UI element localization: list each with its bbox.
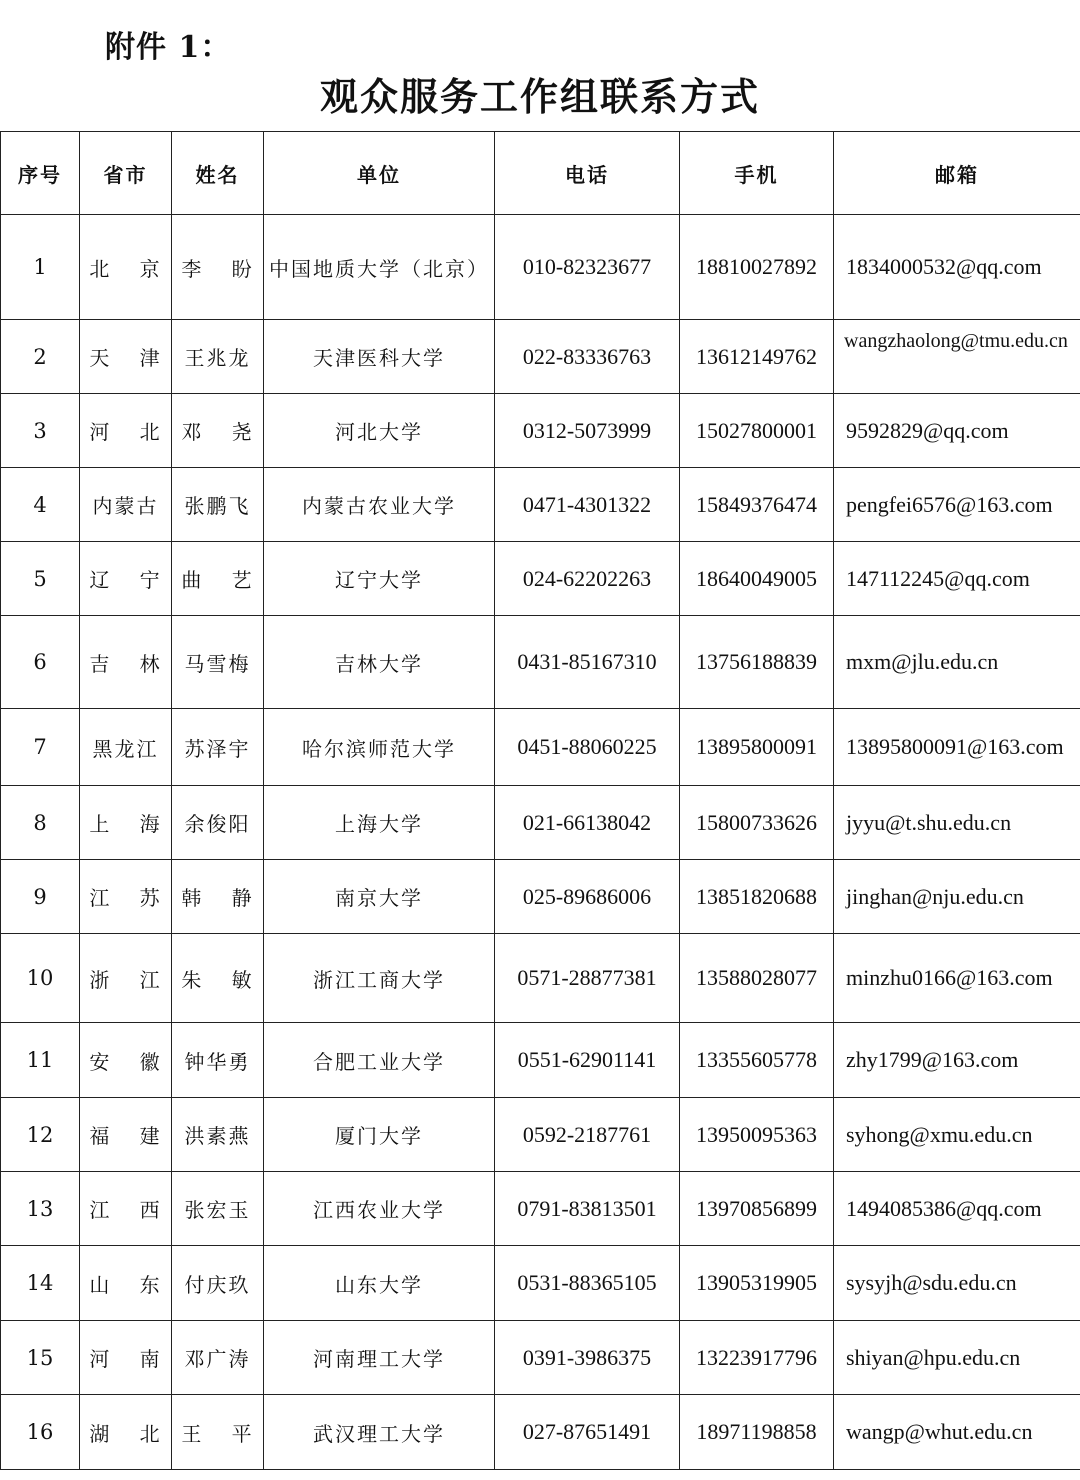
cell-unit: 吉林大学 — [264, 616, 495, 709]
table-body — [1, 215, 1080, 1470]
column-header-index: 序号 — [1, 132, 80, 215]
cell-unit: 浙江工商大学 — [264, 934, 495, 1023]
table-row — [1, 1098, 1080, 1172]
cell-index: 11 — [1, 1023, 80, 1098]
cell-name: 苏泽宇 — [172, 709, 264, 786]
cell-mobile: 18640049005 — [680, 542, 834, 616]
cell-phone: 027-87651491 — [495, 1395, 680, 1470]
cell-mobile: 13223917796 — [680, 1321, 834, 1395]
cell-unit: 厦门大学 — [264, 1098, 495, 1172]
cell-mobile: 15849376474 — [680, 468, 834, 542]
cell-mobile: 13756188839 — [680, 616, 834, 709]
cell-email: wangzhaolong@tmu.edu.cn — [834, 320, 1080, 394]
contact-table — [0, 131, 1080, 1470]
cell-email: sysyjh@sdu.edu.cn — [834, 1246, 1080, 1321]
cell-index: 2 — [1, 320, 80, 394]
cell-name: 张鹏飞 — [172, 468, 264, 542]
table-row — [1, 468, 1080, 542]
cell-name: 李 盼 — [172, 215, 264, 320]
column-header-phone: 电话 — [495, 132, 680, 215]
cell-phone: 010-82323677 — [495, 215, 680, 320]
cell-email: 1494085386@qq.com — [834, 1172, 1080, 1246]
cell-index: 4 — [1, 468, 80, 542]
cell-name: 马雪梅 — [172, 616, 264, 709]
cell-phone: 0531-88365105 — [495, 1246, 680, 1321]
cell-unit: 河北大学 — [264, 394, 495, 468]
cell-index: 8 — [1, 786, 80, 860]
cell-province: 江 西 — [80, 1172, 172, 1246]
cell-unit: 南京大学 — [264, 860, 495, 934]
table-row — [1, 215, 1080, 320]
column-header-unit: 单位 — [264, 132, 495, 215]
cell-unit: 河南理工大学 — [264, 1321, 495, 1395]
cell-index: 6 — [1, 616, 80, 709]
cell-email: pengfei6576@163.com — [834, 468, 1080, 542]
cell-index: 15 — [1, 1321, 80, 1395]
cell-mobile: 13905319905 — [680, 1246, 834, 1321]
cell-email: jinghan@nju.edu.cn — [834, 860, 1080, 934]
cell-email: wangp@whut.edu.cn — [834, 1395, 1080, 1470]
cell-phone: 0471-4301322 — [495, 468, 680, 542]
cell-email: 147112245@qq.com — [834, 542, 1080, 616]
cell-phone: 0551-62901141 — [495, 1023, 680, 1098]
cell-phone: 025-89686006 — [495, 860, 680, 934]
cell-mobile: 15800733626 — [680, 786, 834, 860]
cell-mobile: 13612149762 — [680, 320, 834, 394]
cell-index: 1 — [1, 215, 80, 320]
cell-name: 曲 艺 — [172, 542, 264, 616]
cell-phone: 0431-85167310 — [495, 616, 680, 709]
cell-province: 黑龙江 — [80, 709, 172, 786]
table-row — [1, 394, 1080, 468]
cell-unit: 山东大学 — [264, 1246, 495, 1321]
table-row — [1, 1172, 1080, 1246]
column-header-name: 姓名 — [172, 132, 264, 215]
cell-province: 内蒙古 — [80, 468, 172, 542]
cell-email: shiyan@hpu.edu.cn — [834, 1321, 1080, 1395]
cell-phone: 0391-3986375 — [495, 1321, 680, 1395]
cell-province: 河 南 — [80, 1321, 172, 1395]
cell-name: 朱 敏 — [172, 934, 264, 1023]
cell-province: 福 建 — [80, 1098, 172, 1172]
column-header-mobile: 手机 — [680, 132, 834, 215]
cell-mobile: 13950095363 — [680, 1098, 834, 1172]
cell-mobile: 13970856899 — [680, 1172, 834, 1246]
table-row — [1, 860, 1080, 934]
cell-province: 上 海 — [80, 786, 172, 860]
cell-province: 山 东 — [80, 1246, 172, 1321]
table-row — [1, 1246, 1080, 1321]
cell-name: 洪素燕 — [172, 1098, 264, 1172]
cell-email: 13895800091@163.com — [834, 709, 1080, 786]
cell-phone: 0592-2187761 — [495, 1098, 680, 1172]
table-row — [1, 1395, 1080, 1470]
cell-phone: 0312-5073999 — [495, 394, 680, 468]
cell-index: 12 — [1, 1098, 80, 1172]
table-row — [1, 934, 1080, 1023]
attachment-label: 附件 1： — [105, 30, 232, 65]
cell-email: jyyu@t.shu.edu.cn — [834, 786, 1080, 860]
cell-mobile: 13851820688 — [680, 860, 834, 934]
cell-phone: 024-62202263 — [495, 542, 680, 616]
cell-name: 王 平 — [172, 1395, 264, 1470]
table-row — [1, 320, 1080, 394]
cell-name: 邓广涛 — [172, 1321, 264, 1395]
table-header-row — [1, 132, 1080, 215]
column-header-email: 邮箱 — [834, 132, 1080, 215]
cell-province: 湖 北 — [80, 1395, 172, 1470]
cell-province: 辽 宁 — [80, 542, 172, 616]
cell-name: 张宏玉 — [172, 1172, 264, 1246]
cell-index: 3 — [1, 394, 80, 468]
cell-province: 北 京 — [80, 215, 172, 320]
cell-province: 安 徽 — [80, 1023, 172, 1098]
cell-unit: 哈尔滨师范大学 — [264, 709, 495, 786]
cell-name: 余俊阳 — [172, 786, 264, 860]
cell-index: 7 — [1, 709, 80, 786]
cell-mobile: 18971198858 — [680, 1395, 834, 1470]
cell-province: 天 津 — [80, 320, 172, 394]
cell-name: 王兆龙 — [172, 320, 264, 394]
cell-mobile: 13588028077 — [680, 934, 834, 1023]
cell-province: 江 苏 — [80, 860, 172, 934]
cell-name: 邓 尧 — [172, 394, 264, 468]
cell-province: 河 北 — [80, 394, 172, 468]
cell-name: 钟华勇 — [172, 1023, 264, 1098]
table-row — [1, 786, 1080, 860]
cell-unit: 武汉理工大学 — [264, 1395, 495, 1470]
cell-index: 9 — [1, 860, 80, 934]
cell-unit: 内蒙古农业大学 — [264, 468, 495, 542]
cell-index: 10 — [1, 934, 80, 1023]
cell-unit: 合肥工业大学 — [264, 1023, 495, 1098]
cell-index: 5 — [1, 542, 80, 616]
cell-mobile: 18810027892 — [680, 215, 834, 320]
cell-index: 13 — [1, 1172, 80, 1246]
cell-name: 付庆玖 — [172, 1246, 264, 1321]
cell-unit: 辽宁大学 — [264, 542, 495, 616]
cell-email: minzhu0166@163.com — [834, 934, 1080, 1023]
cell-mobile: 13355605778 — [680, 1023, 834, 1098]
cell-email: 1834000532@qq.com — [834, 215, 1080, 320]
table-row — [1, 616, 1080, 709]
cell-email: zhy1799@163.com — [834, 1023, 1080, 1098]
cell-mobile: 13895800091 — [680, 709, 834, 786]
cell-phone: 0571-28877381 — [495, 934, 680, 1023]
cell-email: 9592829@qq.com — [834, 394, 1080, 468]
table-row — [1, 1321, 1080, 1395]
document-title: 观众服务工作组联系方式 — [319, 75, 760, 119]
cell-index: 14 — [1, 1246, 80, 1321]
cell-mobile: 15027800001 — [680, 394, 834, 468]
cell-email: syhong@xmu.edu.cn — [834, 1098, 1080, 1172]
cell-name: 韩 静 — [172, 860, 264, 934]
cell-unit: 天津医科大学 — [264, 320, 495, 394]
cell-phone: 0791-83813501 — [495, 1172, 680, 1246]
cell-index: 16 — [1, 1395, 80, 1470]
cell-phone: 022-83336763 — [495, 320, 680, 394]
cell-unit: 江西农业大学 — [264, 1172, 495, 1246]
cell-unit: 上海大学 — [264, 786, 495, 860]
cell-province: 浙 江 — [80, 934, 172, 1023]
table-row — [1, 542, 1080, 616]
table-row — [1, 1023, 1080, 1098]
column-header-province: 省市 — [80, 132, 172, 215]
cell-phone: 0451-88060225 — [495, 709, 680, 786]
cell-province: 吉 林 — [80, 616, 172, 709]
table-row — [1, 709, 1080, 786]
cell-email: mxm@jlu.edu.cn — [834, 616, 1080, 709]
cell-unit: 中国地质大学（北京） — [264, 215, 495, 320]
cell-phone: 021-66138042 — [495, 786, 680, 860]
